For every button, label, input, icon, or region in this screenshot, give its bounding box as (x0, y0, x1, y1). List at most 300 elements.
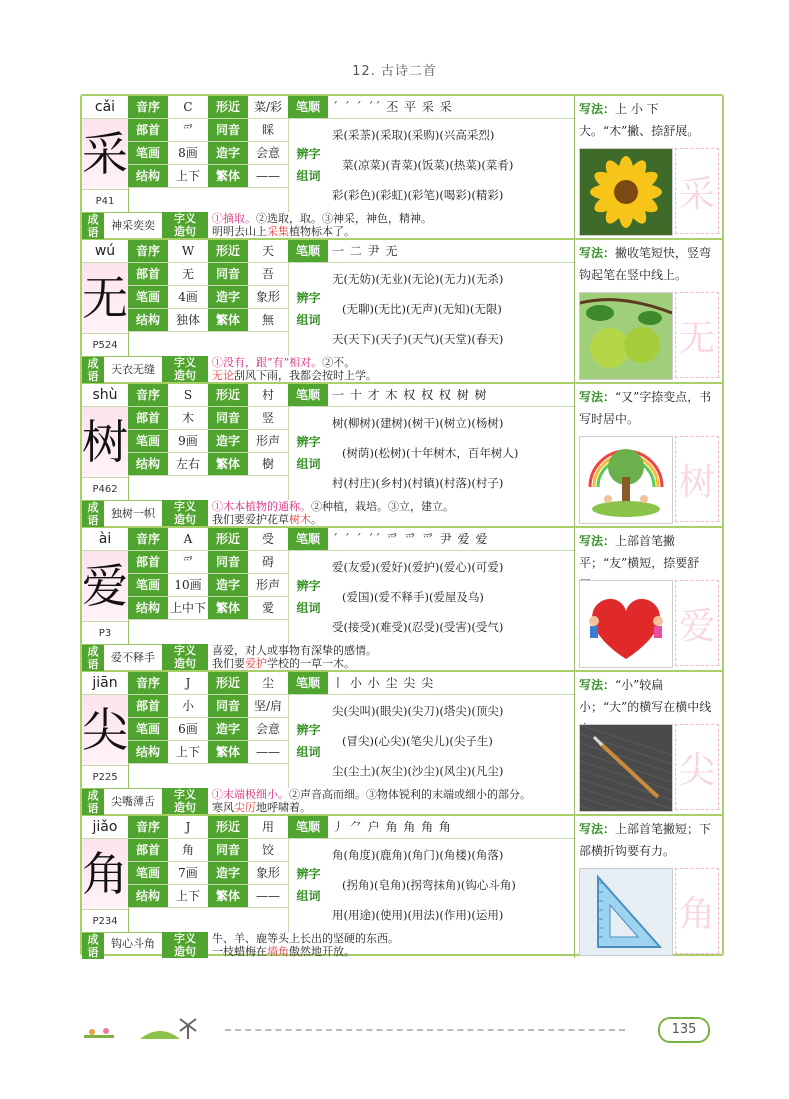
value-yinxu: J (185, 676, 191, 690)
label-cheng: 成 (87, 357, 99, 370)
value-zaozi: 形声 (255, 578, 280, 592)
meaning (208, 644, 574, 657)
value-xingjin: 天 (261, 244, 274, 258)
label-bishun: 笔顺 (288, 816, 328, 838)
sentence-keyword: 爱护 (245, 657, 267, 670)
meaning (208, 932, 574, 945)
label-ziyi: 字义 (162, 212, 208, 225)
label-tongyin: 同音 (208, 695, 248, 717)
label-yu: 语 (87, 370, 99, 383)
dictionary-page-ref: P462 (82, 477, 128, 502)
stroke-order: ´ ´ ´ ´´ 丕 平 采 采 (332, 100, 453, 114)
sentence-keyword: 墙角 (267, 945, 289, 958)
illustration-image (579, 148, 673, 236)
label-yu: 语 (87, 226, 99, 239)
label-jiegou: 结构 (128, 453, 168, 475)
dictionary-page-ref: P524 (82, 333, 128, 358)
label-bishun: 笔顺 (288, 240, 328, 262)
label-zaozi: 造字 (208, 142, 248, 164)
label-ziyi: 字义 (162, 788, 208, 801)
pinyin: shù (82, 384, 128, 407)
label-bianzi: 辨字 (296, 579, 321, 593)
word-groups (328, 840, 574, 932)
label-jiegou: 结构 (128, 597, 168, 619)
label-tongyin: 同音 (208, 119, 248, 141)
label-yinxu: 音序 (128, 528, 168, 550)
meaning-rest: 喜爱，对人或事物有深挚的感情。 (212, 644, 377, 657)
label-yu: 语 (87, 802, 99, 815)
writing-tips-column (574, 672, 723, 814)
label-chengyu (82, 212, 104, 239)
trace-character: 尖 (678, 749, 715, 791)
word-group-line: (树荫)(松树)(十年树木，百年树人) (342, 446, 519, 460)
meaning (208, 788, 574, 801)
value-xingjin: 菜/彩 (253, 100, 283, 114)
value-bihua: 9画 (178, 434, 198, 448)
idiom: 神采奕奕 (104, 212, 162, 239)
stroke-order: ´ ´ ´ ´´ 爫 爫 爫 尹 爱 爱 (332, 532, 489, 546)
value-fanti: —— (256, 745, 280, 759)
sentence-part-a: 我们要 (212, 657, 245, 670)
label-bianzi-zuci (288, 119, 328, 212)
value-fanti: —— (256, 169, 280, 183)
label-xingjin: 形近 (208, 528, 248, 550)
label-bihua: 笔画 (128, 142, 168, 164)
character-block (82, 816, 722, 959)
page-header: 12. 古诗二首 (352, 64, 437, 79)
example-sentence (208, 513, 574, 526)
value-bihua: 4画 (178, 290, 198, 304)
label-bihua: 笔画 (128, 430, 168, 452)
example-sentence (208, 945, 574, 958)
sentence-part-c: 刮风下雨，我都会按时上学。 (234, 369, 377, 382)
writing-tips-column (574, 96, 723, 238)
sentence-part-a: 一枝蜡梅在 (212, 945, 267, 958)
label-bianzi: 辨字 (296, 147, 321, 161)
label-cheng: 成 (87, 501, 99, 514)
word-group-line: 天(天下)(天子)(天气)(天堂)(春天) (332, 332, 504, 346)
char-column (82, 96, 129, 212)
label-fanti: 繁体 (208, 885, 248, 907)
label-tongyin: 同音 (208, 263, 248, 285)
word-groups (328, 120, 574, 212)
meaning-highlight: ①末端极细小。 (212, 788, 289, 801)
label-bushou: 部首 (128, 407, 168, 429)
windmill-decoration-icon (80, 1015, 220, 1045)
word-group-line: 树(柳树)(建树)(树干)(树立)(杨树) (332, 416, 504, 430)
label-yu: 语 (87, 658, 99, 671)
trace-character: 采 (678, 173, 715, 215)
label-zaozi: 造字 (208, 574, 248, 596)
idiom: 尖嘴薄舌 (104, 788, 162, 815)
value-jiegou: 上下 (175, 169, 200, 183)
label-cheng: 成 (87, 645, 99, 658)
illustration-image (579, 292, 673, 380)
writing-tip (579, 98, 719, 142)
label-xingjin: 形近 (208, 96, 248, 118)
label-bishun: 笔顺 (288, 96, 328, 118)
value-fanti: 樹 (261, 457, 274, 471)
sentence-keyword: 采集 (267, 225, 289, 238)
idiom: 钩心斗角 (104, 932, 162, 955)
label-jiegou: 结构 (128, 885, 168, 907)
row-divider (128, 118, 288, 119)
meaning (208, 212, 574, 225)
char-column (82, 240, 129, 356)
word-group-line: 彩(彩色)(彩虹)(彩笔)(喝彩)(精彩) (332, 188, 504, 202)
label-bianzi-zuci (288, 263, 328, 356)
label-xingjin: 形近 (208, 384, 248, 406)
word-groups (328, 552, 574, 644)
value-xingjin: 村 (261, 388, 274, 402)
value-bihua: 8画 (178, 146, 198, 160)
row-divider (128, 907, 288, 908)
value-yinxu: A (183, 532, 193, 546)
label-fanti: 繁体 (208, 165, 248, 187)
stroke-order: 一 十 才 木 权 权 权 树 树 (332, 388, 488, 402)
stroke-order: 丨 小 小 尘 尖 尖 (332, 676, 435, 690)
row-divider (128, 694, 288, 695)
row-divider (128, 838, 288, 839)
value-fanti: 無 (261, 313, 274, 327)
label-bushou: 部首 (128, 119, 168, 141)
writing-tip-text: 上部首笔撇短；下部横折钩要有力。 (579, 822, 712, 858)
practice-grid (675, 868, 719, 954)
value-zaozi: 象形 (255, 866, 280, 880)
label-xiefa: 写法： (579, 822, 616, 836)
label-xiefa: 写法： (579, 678, 616, 692)
row-divider (128, 717, 288, 718)
label-yinxu: 音序 (128, 816, 168, 838)
page-number: 135 (658, 1017, 710, 1043)
label-chengyu (82, 788, 104, 815)
sentence-keyword: 树木 (289, 513, 311, 526)
label-tongyin: 同音 (208, 407, 248, 429)
row-divider (128, 406, 288, 407)
label-jiegou: 结构 (128, 165, 168, 187)
label-yinxu: 音序 (128, 672, 168, 694)
row-divider (128, 596, 288, 597)
word-group-line: 村(村庄)(乡村)(村镇)(村落)(村子) (332, 476, 504, 490)
sentence-part-c: 地呼啸着。 (256, 801, 311, 814)
meaning (208, 356, 574, 369)
value-tongyin: 吾 (261, 267, 274, 281)
big-character: 无 (82, 263, 128, 333)
row-divider (128, 331, 288, 332)
row-divider (288, 118, 574, 119)
trace-character: 角 (678, 893, 715, 935)
word-group-line: 用(用途)(使用)(用法)(作用)(运用) (332, 908, 504, 922)
practice-grid (675, 148, 719, 234)
label-jiegou: 结构 (128, 741, 168, 763)
big-character: 尖 (82, 695, 128, 765)
writing-tip (579, 386, 719, 430)
label-zuci: 组词 (296, 889, 321, 903)
value-jiegou: 独体 (175, 313, 200, 327)
sentence-keyword: 无论 (212, 369, 234, 382)
dictionary-page-ref: P234 (82, 909, 128, 934)
label-bianzi: 辨字 (296, 291, 321, 305)
example-sentence (208, 657, 574, 670)
row-divider (128, 740, 288, 741)
label-zaoju: 造句 (162, 225, 208, 238)
writing-tip-text: “又”字捺变点，书写时居中。 (579, 390, 712, 426)
value-jiegou: 上中下 (169, 601, 206, 615)
label-bushou: 部首 (128, 695, 168, 717)
row-divider (128, 308, 288, 309)
label-chengyu (82, 644, 104, 671)
word-group-line: (无聊)(无比)(无声)(无知)(无限) (342, 302, 502, 316)
label-zaoju: 造句 (162, 513, 208, 526)
label-bishun: 笔顺 (288, 384, 328, 406)
writing-tips-column (574, 528, 723, 670)
value-xingjin: 用 (261, 820, 274, 834)
practice-grid (675, 292, 719, 378)
label-tongyin: 同音 (208, 551, 248, 573)
stroke-order: 丿 ⺈ 户 角 角 角 角 (332, 820, 452, 834)
label-yu: 语 (87, 946, 99, 959)
label-bianzi-zuci (288, 839, 328, 932)
big-character: 树 (82, 407, 128, 477)
row-divider (128, 861, 288, 862)
pinyin: jiān (82, 672, 128, 695)
practice-grid (675, 580, 719, 666)
label-bishun: 笔顺 (288, 528, 328, 550)
meaning-rest: ②声音高而细。③物体锐利的末端或细小的部分。 (289, 788, 531, 801)
value-tongyin: 睬 (261, 123, 274, 137)
label-xiefa: 写法： (579, 534, 616, 548)
row-divider (128, 141, 288, 142)
writing-tips-column (574, 816, 723, 958)
meaning (208, 500, 574, 513)
dictionary-page-ref: P41 (82, 189, 128, 214)
row-divider (288, 262, 574, 263)
label-bianzi-zuci (288, 551, 328, 644)
word-group-line: (爱国)(爱不释手)(爱屋及乌) (342, 590, 484, 604)
example-sentence (208, 801, 574, 814)
character-block (82, 96, 722, 240)
label-bianzi-zuci (288, 407, 328, 500)
row-divider (128, 475, 288, 476)
label-bushou: 部首 (128, 551, 168, 573)
value-tongyin: 坚/肩 (253, 699, 283, 713)
label-xingjin: 形近 (208, 240, 248, 262)
sentence-part-c: 傲然地开放。 (289, 945, 355, 958)
word-groups (328, 264, 574, 356)
row-divider (128, 262, 288, 263)
label-zuci: 组词 (296, 169, 321, 183)
row-divider (288, 550, 574, 551)
row-divider (128, 619, 288, 620)
idiom: 天衣无缝 (104, 356, 162, 383)
value-bihua: 10画 (174, 578, 202, 592)
meaning-rest: ②种植，栽培。③立，建立。 (311, 500, 454, 513)
writing-tips-column (574, 240, 723, 382)
example-sentence (208, 225, 574, 238)
label-zaoju: 造句 (162, 801, 208, 814)
writing-tip (579, 242, 719, 286)
value-zaozi: 会意 (255, 722, 280, 736)
sentence-part-c: 植物标本了。 (289, 225, 355, 238)
writing-tip-text: 上 小 下 大。“木”撇、捺舒展。 (579, 102, 700, 138)
pinyin: ài (82, 528, 128, 551)
row-divider (128, 763, 288, 764)
word-group-line: 受(接受)(难受)(忍受)(受害)(受气) (332, 620, 504, 634)
label-bihua: 笔画 (128, 286, 168, 308)
footer (80, 1015, 720, 1045)
value-jiegou: 左右 (175, 457, 200, 471)
label-xiefa: 写法： (579, 246, 616, 260)
label-bihua: 笔画 (128, 862, 168, 884)
label-bihua: 笔画 (128, 718, 168, 740)
label-zuci: 组词 (296, 313, 321, 327)
label-bianzi: 辨字 (296, 867, 321, 881)
word-group-line: 菜(凉菜)(青菜)(饭菜)(热菜)(菜肴) (342, 158, 514, 172)
meaning-highlight: ①摘取。 (212, 212, 256, 225)
sentence-part-c: 。 (311, 513, 322, 526)
word-group-line: (冒尖)(心尖)(笔尖儿)(尖子生) (342, 734, 493, 748)
pinyin: jiǎo (82, 816, 128, 839)
row-divider (288, 694, 574, 695)
label-bihua: 笔画 (128, 574, 168, 596)
label-zuci: 组词 (296, 601, 321, 615)
label-zaoju: 造句 (162, 369, 208, 382)
label-cheng: 成 (87, 789, 99, 802)
char-column (82, 672, 129, 788)
label-xiefa: 写法： (579, 390, 616, 404)
meaning-rest: ②不。 (322, 356, 356, 369)
label-bianzi: 辨字 (296, 435, 321, 449)
writing-tip-text: 上部首笔撇平；“友”横短，捺要舒 (579, 534, 700, 570)
char-column (82, 384, 129, 500)
pinyin: cǎi (82, 96, 128, 119)
sentence-part-c: 学校的一草一木。 (267, 657, 355, 670)
big-character: 角 (82, 839, 128, 909)
writing-tip-text: 撇收笔短快，竖弯钩起笔在竖中线上。 (579, 246, 712, 282)
label-zaozi: 造字 (208, 718, 248, 740)
label-zaozi: 造字 (208, 430, 248, 452)
value-bushou: 无 (181, 267, 194, 281)
value-tongyin: 竖 (261, 411, 274, 425)
label-jiegou: 结构 (128, 309, 168, 331)
value-bihua: 6画 (178, 722, 198, 736)
value-bushou: 爫 (181, 123, 194, 137)
label-xingjin: 形近 (208, 672, 248, 694)
trace-character: 无 (678, 317, 715, 359)
row-divider (128, 187, 288, 188)
label-yu: 语 (87, 514, 99, 527)
value-zaozi: 会意 (255, 146, 280, 160)
label-xingjin: 形近 (208, 816, 248, 838)
value-bushou: 小 (181, 699, 194, 713)
writing-tips-column (574, 384, 723, 526)
sentence-keyword: 尖厉 (234, 801, 256, 814)
value-bihua: 7画 (178, 866, 198, 880)
example-sentence (208, 369, 574, 382)
sentence-part-a: 寒风 (212, 801, 234, 814)
row-divider (288, 838, 574, 839)
label-yinxu: 音序 (128, 96, 168, 118)
label-yinxu: 音序 (128, 384, 168, 406)
value-yinxu: C (183, 100, 193, 114)
label-zaoju: 造句 (162, 945, 208, 958)
row-divider (128, 429, 288, 430)
row-divider (128, 884, 288, 885)
character-block (82, 384, 722, 528)
label-fanti: 繁体 (208, 453, 248, 475)
word-group-line: 采(采茶)(采取)(采购)(兴高采烈) (332, 128, 495, 142)
word-group-line: (拐角)(皂角)(拐弯抹角)(钩心斗角) (342, 878, 516, 892)
label-zaozi: 造字 (208, 862, 248, 884)
value-jiegou: 上下 (175, 745, 200, 759)
char-column (82, 816, 129, 932)
label-tongyin: 同音 (208, 839, 248, 861)
label-chengyu (82, 356, 104, 383)
row-divider (128, 285, 288, 286)
word-group-line: 爱(友爱)(爱好)(爱护)(爱心)(可爱) (332, 560, 504, 574)
idiom: 独树一帜 (104, 500, 162, 527)
label-zaoju: 造句 (162, 657, 208, 670)
char-column (82, 528, 129, 644)
label-ziyi: 字义 (162, 644, 208, 657)
meaning-highlight: ①木本植物的通称。 (212, 500, 311, 513)
value-xingjin: 受 (261, 532, 274, 546)
label-zuci: 组词 (296, 745, 321, 759)
row-divider (128, 573, 288, 574)
character-block (82, 528, 722, 672)
label-ziyi: 字义 (162, 932, 208, 945)
illustration-image (579, 868, 673, 956)
label-fanti: 繁体 (208, 597, 248, 619)
label-zuci: 组词 (296, 457, 321, 471)
meaning-highlight: ①没有，跟“有”相对。 (212, 356, 323, 369)
practice-grid (675, 436, 719, 522)
value-yinxu: S (183, 388, 193, 402)
value-yinxu: W (181, 244, 195, 258)
value-xingjin: 尘 (261, 676, 274, 690)
label-bushou: 部首 (128, 839, 168, 861)
row-divider (288, 406, 574, 407)
label-fanti: 繁体 (208, 741, 248, 763)
label-bishun: 笔顺 (288, 672, 328, 694)
meaning-rest: ②选取，取。③神采，神色，精神。 (256, 212, 432, 225)
label-fanti: 繁体 (208, 309, 248, 331)
sentence-part-a: 我们要爱护花草 (212, 513, 289, 526)
row-divider (128, 164, 288, 165)
character-block (82, 240, 722, 384)
value-zaozi: 形声 (255, 434, 280, 448)
label-chengyu (82, 500, 104, 527)
label-bushou: 部首 (128, 263, 168, 285)
word-group-line: 无(无妨)(无业)(无论)(无力)(无杀) (332, 272, 504, 286)
value-jiegou: 上下 (175, 889, 200, 903)
pinyin: wú (82, 240, 128, 263)
word-groups (328, 696, 574, 788)
sentence-part-a: 明明去山上 (212, 225, 267, 238)
big-character: 爱 (82, 551, 128, 621)
big-character: 采 (82, 119, 128, 189)
value-zaozi: 象形 (255, 290, 280, 304)
label-cheng: 成 (87, 933, 99, 946)
label-cheng: 成 (87, 213, 99, 226)
word-group-line: 尖(尖叫)(眼尖)(尖刀)(塔尖)(顶尖) (332, 704, 504, 718)
illustration-image (579, 580, 673, 668)
character-table (80, 94, 724, 959)
value-bushou: 爫 (181, 555, 194, 569)
value-fanti: —— (256, 889, 280, 903)
label-zaozi: 造字 (208, 286, 248, 308)
row-divider (128, 550, 288, 551)
